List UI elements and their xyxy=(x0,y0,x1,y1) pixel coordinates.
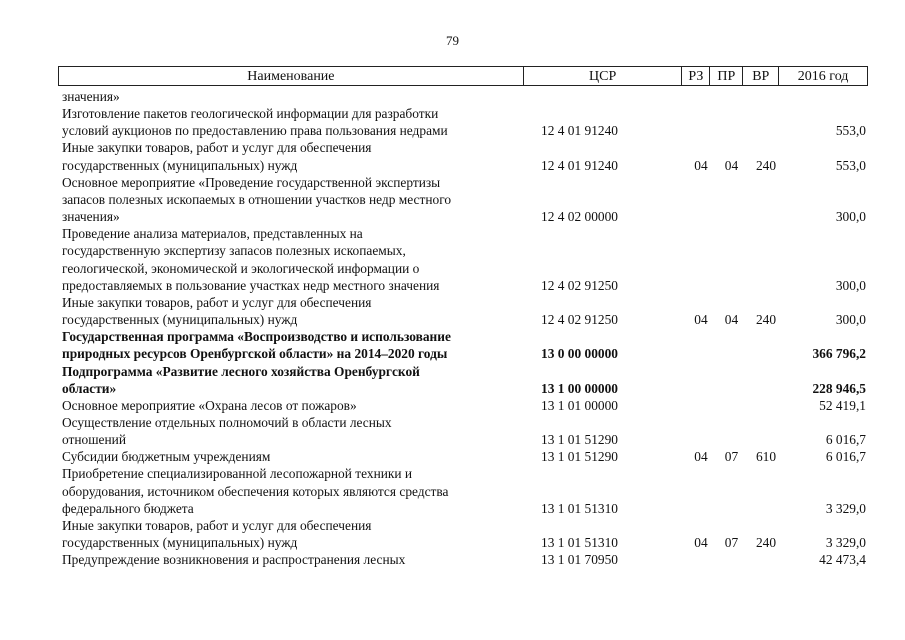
row-rz: 04 xyxy=(694,449,708,465)
table-row xyxy=(62,397,868,414)
header-rz: РЗ xyxy=(682,67,710,85)
row-name: значения» xyxy=(62,89,120,104)
row-sum: 300,0 xyxy=(835,209,866,225)
row-rz: 04 xyxy=(694,312,708,328)
row-sum: 228 946,5 xyxy=(812,380,866,396)
table-row xyxy=(62,174,868,225)
row-vr: 610 xyxy=(755,449,777,465)
row-name: Иные закупки товаров, работ и услуг для обеспечения государственных (муниципальных) нужд xyxy=(62,140,372,173)
table-header xyxy=(58,66,868,86)
header-year: 2016 год xyxy=(797,69,849,84)
row-csr: 13 0 00 00000 xyxy=(541,346,618,362)
row-rz: 04 xyxy=(694,157,708,173)
row-name: Предупреждение возникновения и распространения лесных xyxy=(62,552,406,568)
row-sum: 52 419,1 xyxy=(819,397,866,413)
row-sum: 366 796,2 xyxy=(812,346,866,362)
row-name: Изготовление пакетов геологической информации для разработки условий аукционов по предоставлению права пользования недрами xyxy=(62,106,448,139)
row-csr: 13 1 00 00000 xyxy=(541,380,618,396)
row-name: Проведение анализа материалов, представленных на государственную экспертизу запасов полезных ископаемых, геологической, экономической и экологической информации о предоставляемых в пользование участках недр местного значения xyxy=(62,226,440,293)
row-name: Основное мероприятие «Проведение государственной экспертизы запасов полезных ископаемых в отношении участков недр местного значения» xyxy=(62,174,452,225)
table-row xyxy=(62,328,868,362)
row-rz: 04 xyxy=(694,535,708,551)
table-row xyxy=(62,551,868,568)
table-row xyxy=(62,517,868,551)
row-sum: 42 473,4 xyxy=(819,552,866,568)
table-row xyxy=(62,105,868,139)
row-csr: 13 1 01 70950 xyxy=(541,552,618,568)
row-sum: 3 329,0 xyxy=(825,535,866,551)
row-csr: 12 4 02 91250 xyxy=(541,277,618,293)
row-pr: 04 xyxy=(724,312,739,328)
row-csr: 12 4 02 91250 xyxy=(541,312,618,328)
row-csr: 12 4 01 91240 xyxy=(541,123,618,139)
row-sum: 300,0 xyxy=(835,312,866,328)
header-csr: ЦСР xyxy=(524,67,683,85)
row-sum: 300,0 xyxy=(835,277,866,293)
row-name: Иные закупки товаров, работ и услуг для обеспечения государственных (муниципальных) нужд xyxy=(62,294,372,328)
row-vr: 240 xyxy=(755,157,777,173)
row-name: Осуществление отдельных полномочий в области лесных отношений xyxy=(62,414,392,448)
table-row xyxy=(62,363,868,397)
header-pr: ПР xyxy=(710,67,743,85)
row-vr: 240 xyxy=(755,535,777,551)
table-row xyxy=(62,139,868,173)
row-csr: 12 4 01 91240 xyxy=(541,157,618,173)
row-name: Государственная программа «Воспроизводство и использование природных ресурсов Оренбургской области» на 2014–2020 годы xyxy=(62,329,451,362)
page-number: 79 xyxy=(446,33,459,48)
row-csr: 13 1 01 51290 xyxy=(541,432,618,448)
row-sum: 553,0 xyxy=(835,157,866,173)
row-sum: 3 329,0 xyxy=(825,500,866,516)
row-csr: 13 1 01 51290 xyxy=(541,449,618,465)
row-name: Основное мероприятие «Охрана лесов от пожаров» xyxy=(62,397,357,413)
row-pr: 04 xyxy=(724,157,739,173)
row-name: Приобретение специализированной лесопожарной техники и оборудования, источником обеспечения которых являются средства федерального бюджета xyxy=(62,466,449,516)
table-row xyxy=(62,225,868,294)
table-row xyxy=(62,465,868,516)
row-csr: 13 1 01 51310 xyxy=(541,500,618,516)
row-name: Иные закупки товаров, работ и услуг для обеспечения государственных (муниципальных) нужд xyxy=(62,517,372,551)
row-vr: 240 xyxy=(755,312,777,328)
table-body xyxy=(62,88,868,568)
row-sum: 553,0 xyxy=(835,123,866,139)
row-sum: 6 016,7 xyxy=(825,432,866,448)
table-row xyxy=(62,448,868,465)
row-pr: 07 xyxy=(724,535,739,551)
header-name: Наименование xyxy=(59,67,524,85)
row-pr: 07 xyxy=(724,449,739,465)
row-name: Субсидии бюджетным учреждениям xyxy=(62,449,271,465)
table-row xyxy=(62,294,868,328)
row-name: Подпрограмма «Развитие лесного хозяйства Оренбургской области» xyxy=(62,363,420,396)
table-row xyxy=(62,414,868,448)
header-vr: ВР xyxy=(743,67,779,85)
row-csr: 12 4 02 00000 xyxy=(541,209,618,225)
row-sum: 6 016,7 xyxy=(825,449,866,465)
row-csr: 13 1 01 51310 xyxy=(541,535,618,551)
table-row xyxy=(62,88,868,105)
row-csr: 13 1 01 00000 xyxy=(541,397,618,413)
